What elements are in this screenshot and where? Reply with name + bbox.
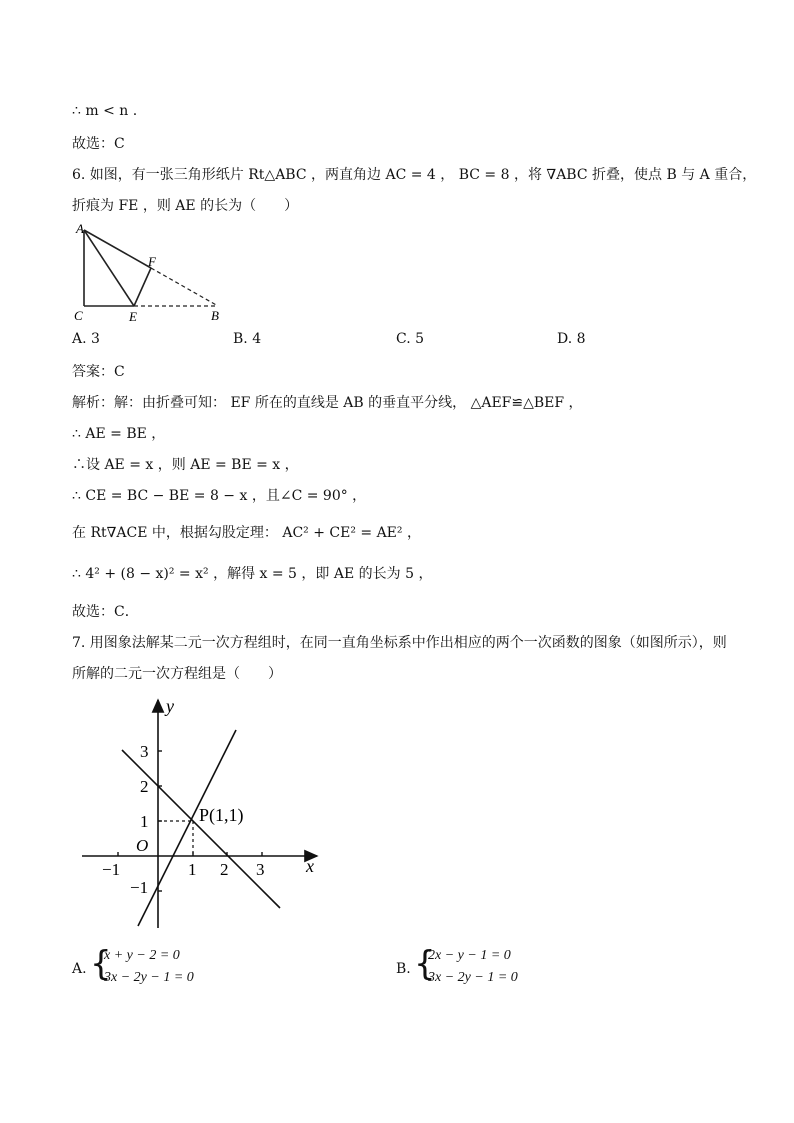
q6-step-4: 在 Rt∇ACE 中，根据勾股定理： AC² + CE² = AE² ，	[72, 525, 421, 541]
q7-option-b-eq1: 2x − y − 1 = 0	[428, 948, 511, 963]
q6-analysis: 解析：解：由折叠可知： EF 所在的直线是 AB 的垂直平分线， △AEF≌△BEF ，	[72, 395, 583, 411]
vertex-label-b: B	[211, 308, 219, 323]
q7-stem-line1: 7. 用图象法解某二元一次方程组时，在同一直角坐标系中作出相应的两个一次函数的图象（如图所示），则	[72, 635, 727, 651]
q7-coordinate-graph	[72, 692, 332, 937]
vertex-label-c: C	[74, 308, 83, 323]
q6-triangle-figure	[72, 222, 232, 326]
q7-stem-line2: 所解的二元一次方程组是（ ）	[72, 666, 282, 682]
q7-option-a-system	[90, 944, 240, 992]
therefore-m-lt-n: ∴ m < n .	[72, 103, 138, 119]
q6-step-2: ∴设 AE = x ，则 AE = BE = x ，	[72, 457, 299, 473]
x-axis-label: x	[306, 856, 314, 876]
q6-option-c: C. 5	[396, 331, 425, 347]
point-p-label: P(1,1)	[199, 805, 244, 825]
q6-option-b: B. 4	[233, 331, 262, 347]
q7-option-a-eq1: x + y − 2 = 0	[104, 948, 180, 963]
x-tick-1: 1	[188, 860, 197, 879]
origin-label: O	[136, 836, 149, 855]
q6-step-3: ∴ CE = BC − BE = 8 − x ，且∠C = 90° ，	[72, 488, 367, 504]
brace-icon: {	[90, 944, 112, 984]
q7-option-a-letter: A.	[72, 961, 87, 977]
q6-option-d: D. 8	[557, 331, 586, 347]
q6-option-a: A. 3	[72, 331, 100, 347]
q7-option-b-system	[414, 944, 574, 992]
y-tick-2: 2	[140, 777, 149, 796]
q5-choice: 故选：C	[72, 136, 125, 152]
q6-answer: 答案：C	[72, 364, 125, 380]
vertex-label-f: F	[148, 254, 156, 269]
x-tick-2: 2	[220, 860, 229, 879]
q6-stem-line1: 6. 如图，有一张三角形纸片 Rt△ABC ，两直角边 AC = 4 ， BC = 8 ，将 ∇ABC 折叠，使点 B 与 A 重合，	[72, 167, 757, 183]
y-tick-neg1: −1	[130, 878, 149, 897]
q6-stem-line2: 折痕为 FE ，则 AE 的长为（ ）	[72, 198, 299, 214]
x-tick-3: 3	[256, 860, 265, 879]
vertex-label-e: E	[129, 309, 137, 324]
vertex-label-a: A	[76, 222, 84, 236]
brace-icon: {	[414, 944, 436, 984]
line-2x-minus-y-eq-1	[138, 730, 236, 926]
q7-option-b-eq2: 3x − 2y − 1 = 0	[428, 970, 518, 985]
q7-option-a-eq2: 3x − 2y − 1 = 0	[104, 970, 194, 985]
q6-step-5: ∴ 4² + (8 − x)² = x² ，解得 x = 5 ，即 AE 的长为 5 ，	[72, 566, 433, 582]
q6-step-1: ∴ AE = BE ，	[72, 426, 166, 442]
q7-option-b-letter: B.	[396, 961, 411, 977]
y-axis-label: y	[166, 696, 174, 716]
y-tick-3: 3	[140, 742, 149, 761]
x-tick-neg1: −1	[102, 860, 121, 879]
q6-choice: 故选：C．	[72, 604, 139, 620]
y-tick-1: 1	[140, 812, 149, 831]
